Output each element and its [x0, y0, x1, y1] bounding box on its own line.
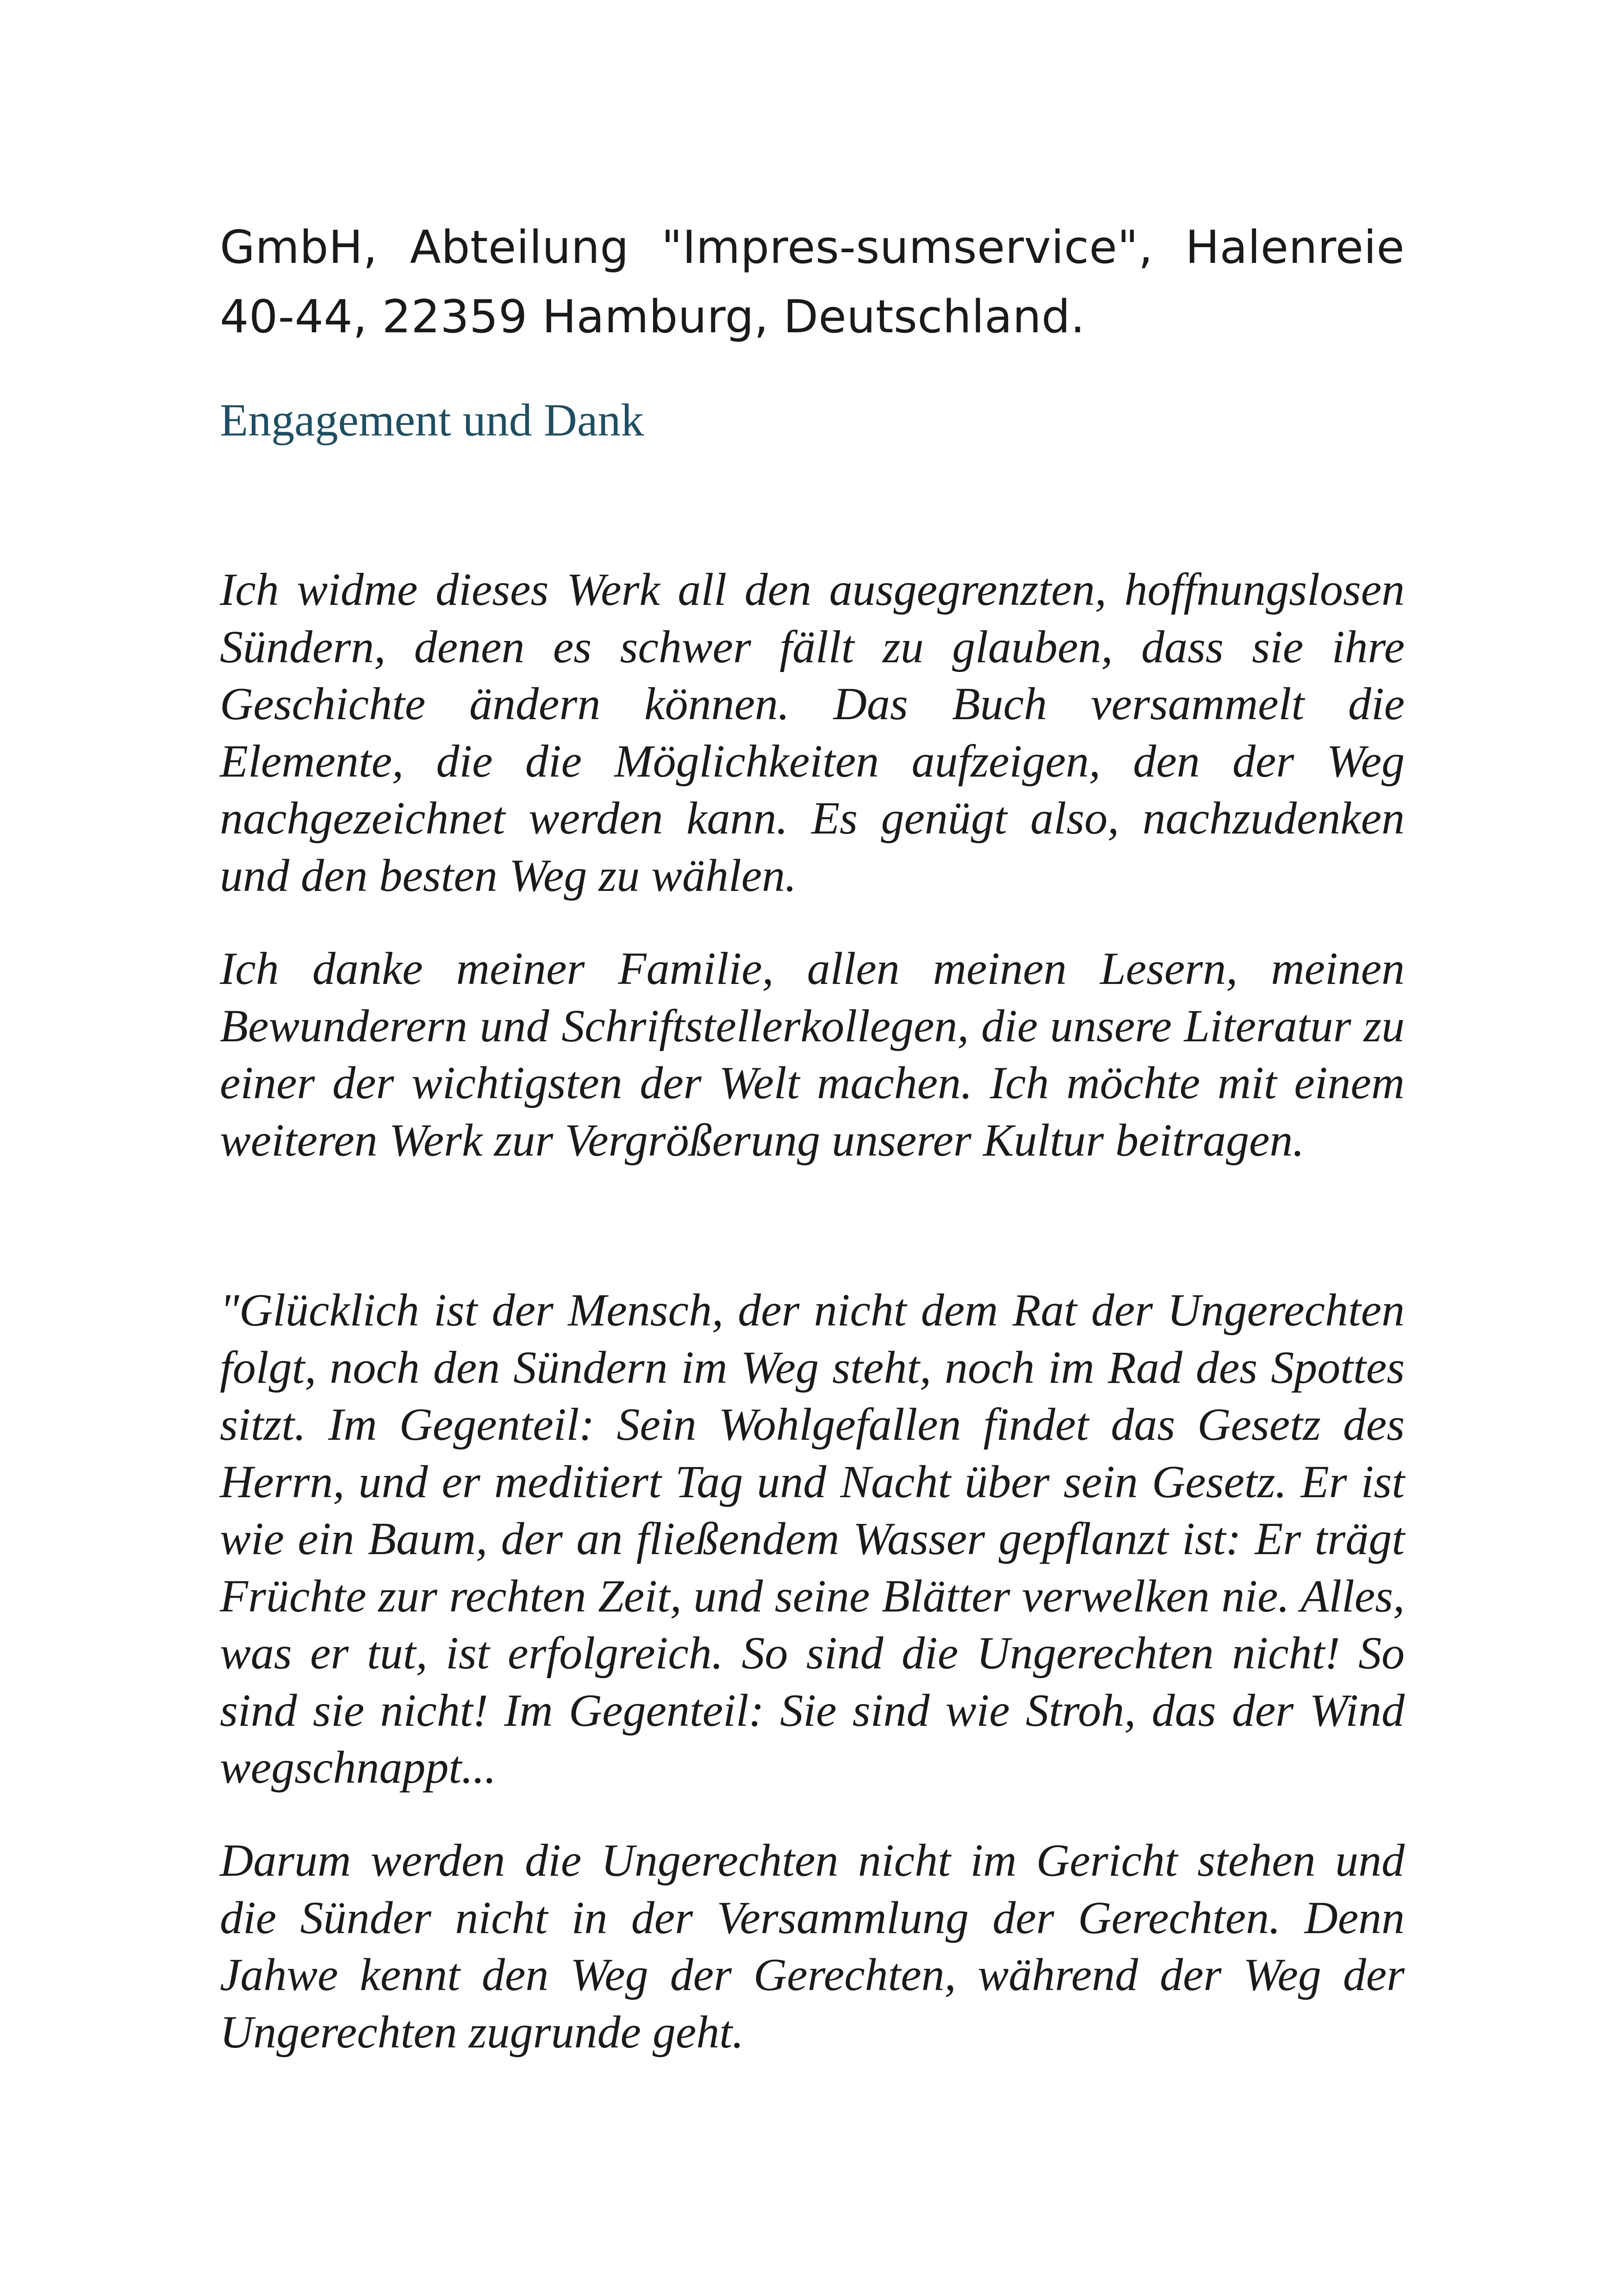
psalm-quote-paragraph: "Glücklich ist der Mensch, der nicht dem Rat der Ungerechten folgt, noch den Sündern im Weg steht, noch im Rad des Spottes sitzt. Im Gegenteil: Sein Wohlgefallen findet das Gesetz des Herrn, und er meditiert Tag und Nacht über sein Gesetz. Er ist wie ein Baum, der an fließendem Wasser gepflanzt ist: Er trägt Früchte zur rechten Zeit, und seine Blätter verwelken nie. Alles, was er tut, ist erfolgreich. So sind die Ungerechten nicht! So sind sie nicht! Im Gegenteil: Sie sind wie Stroh, das der Wind wegschnappt...: [220, 1284, 1405, 1793]
psalm-closing-paragraph: Darum werden die Ungerechten nicht im Gericht stehen und die Sünder nicht in der Versammlung der Gerechten. Denn Jahwe kennt den Weg der Gerechten, während der Weg der Ungerechten zugrunde geht.: [220, 1835, 1405, 2058]
dedication-paragraph: Ich widme dieses Werk all den ausgegrenzten, hoffnungslosen Sündern, denen es schwer fällt zu glauben, dass sie ihre Geschichte ändern können. Das Buch versammelt die Elemente, die die Möglichkeiten aufzeigen, den der Weg nachgezeichnet werden kann. Es genügt also, nachzudenken und den besten Weg zu wählen.: [220, 564, 1405, 901]
imprint-address: GmbH, Abteilung "Impres-sumservice", Halenreie 40-44, 22359 Hamburg, Deutschland.: [220, 221, 1405, 343]
thanks-paragraph: Ich danke meiner Familie, allen meinen Lesern, meinen Bewunderern und Schriftstellerkollegen, die unsere Literatur zu einer der wichtigsten der Welt machen. Ich möchte mit einem weiteren Werk zur Vergrößerung unserer Kultur beitragen.: [220, 943, 1405, 1166]
section-heading: Engagement und Dank: [220, 394, 644, 446]
